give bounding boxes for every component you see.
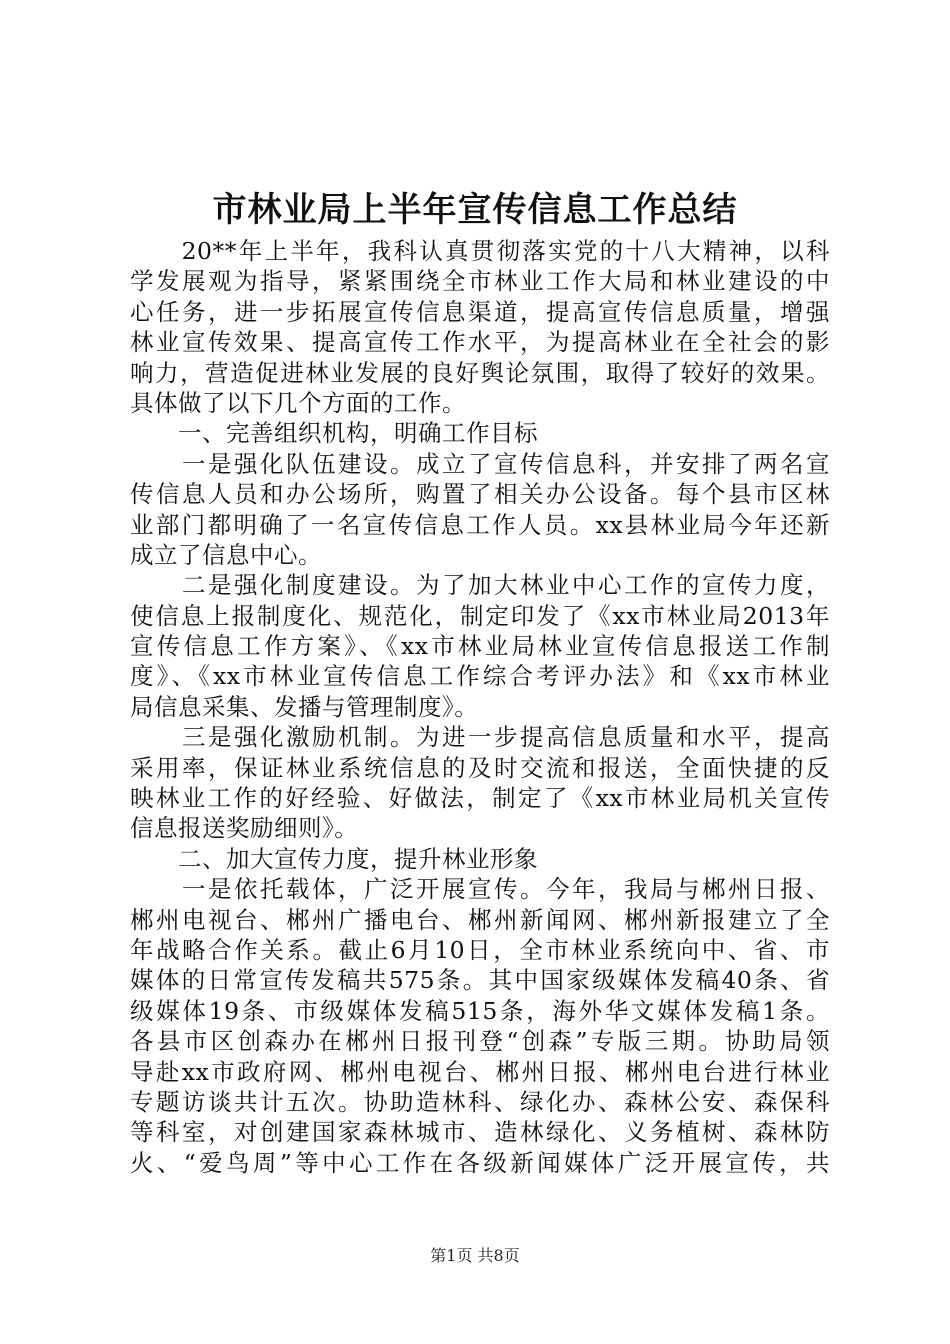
body-line: 业部门都明确了一名宣传信息工作人员。xx县林业局今年还新 [130,510,830,539]
body-line: 三是强化激励机制。为进一步提高信息质量和水平，提高 [130,723,830,752]
body-line: 度》、《xx市林业宣传信息工作综合考评办法》和《xx市林业 [130,662,830,691]
body-line: 使信息上报制度化、规范化，制定印发了《xx市林业局2013年 [130,601,830,630]
body-line: 级媒体19条、市级媒体发稿515条，海外华文媒体发稿1条。 [130,996,830,1025]
body-line: 一是依托载体，广泛开展宣传。今年，我局与郴州日报、 [130,875,830,904]
document-body [130,236,830,1178]
body-line: 信息报送奖励细则》。 [130,814,359,843]
body-line: 采用率，保证林业系统信息的及时交流和报送，全面快捷的反 [130,753,830,782]
section-heading: 一、完善组织机构，明确工作目标 [130,419,538,448]
body-line: 各县市区创森办在郴州日报刊登“创森”专版三期。协助局领 [130,1027,830,1056]
body-line: 郴州电视台、郴州广播电台、郴州新闻网、郴州新报建立了全 [130,905,830,934]
section-heading: 二、加大宣传力度，提升林业形象 [130,844,538,873]
body-line: 映林业工作的好经验、好做法，制定了《xx市林业局机关宣传 [130,784,830,813]
body-line: 成立了信息中心。 [130,540,322,569]
body-line: 等科室，对创建国家森林城市、造林绿化、义务植树、森林防 [130,1118,830,1147]
body-line: 一是强化队伍建设。成立了宣传信息科，并安排了两名宣 [130,449,830,478]
body-line: 20**年上半年，我科认真贯彻落实党的十八大精神，以科 [130,237,830,265]
body-line: 局信息采集、发播与管理制度》。 [130,692,479,721]
page-footer: 第1页 共8页 [430,1246,520,1265]
body-line: 二是强化制度建设。为了加大林业中心工作的宣传力度， [130,571,830,600]
body-line: 导赴xx市政府网、郴州电视台、郴州日报、郴州电台进行林业 [130,1057,830,1086]
body-line: 学发展观为指导，紧紧围绕全市林业工作大局和林业建设的中 [130,267,830,296]
body-line: 林业宣传效果、提高宣传工作水平，为提高林业在全社会的影 [130,328,830,357]
body-line: 响力，营造促进林业发展的良好舆论氛围，取得了较好的效果。 [130,358,830,387]
body-line: 媒体的日常宣传发稿共575条。其中国家级媒体发稿40条、省 [130,966,830,995]
body-line: 专题访谈共计五次。协助造林科、绿化办、森林公安、森保科 [130,1087,830,1116]
body-line: 具体做了以下几个方面的工作。 [130,388,466,417]
body-line: 火、“爱鸟周”等中心工作在各级新闻媒体广泛开展宣传，共 [130,1148,830,1177]
body-line: 传信息人员和办公场所，购置了相关办公设备。每个县市区林 [130,480,830,509]
body-line: 宣传信息工作方案》、《xx市林业局林业宣传信息报送工作制 [130,632,830,661]
document-title: 市林业局上半年宣传信息工作总结 [212,190,738,230]
body-line: 心任务，进一步拓展宣传信息渠道，提高宣传信息质量，增强 [130,297,830,326]
body-line: 年战略合作关系。截止6月10日，全市林业系统向中、省、市 [130,935,830,964]
